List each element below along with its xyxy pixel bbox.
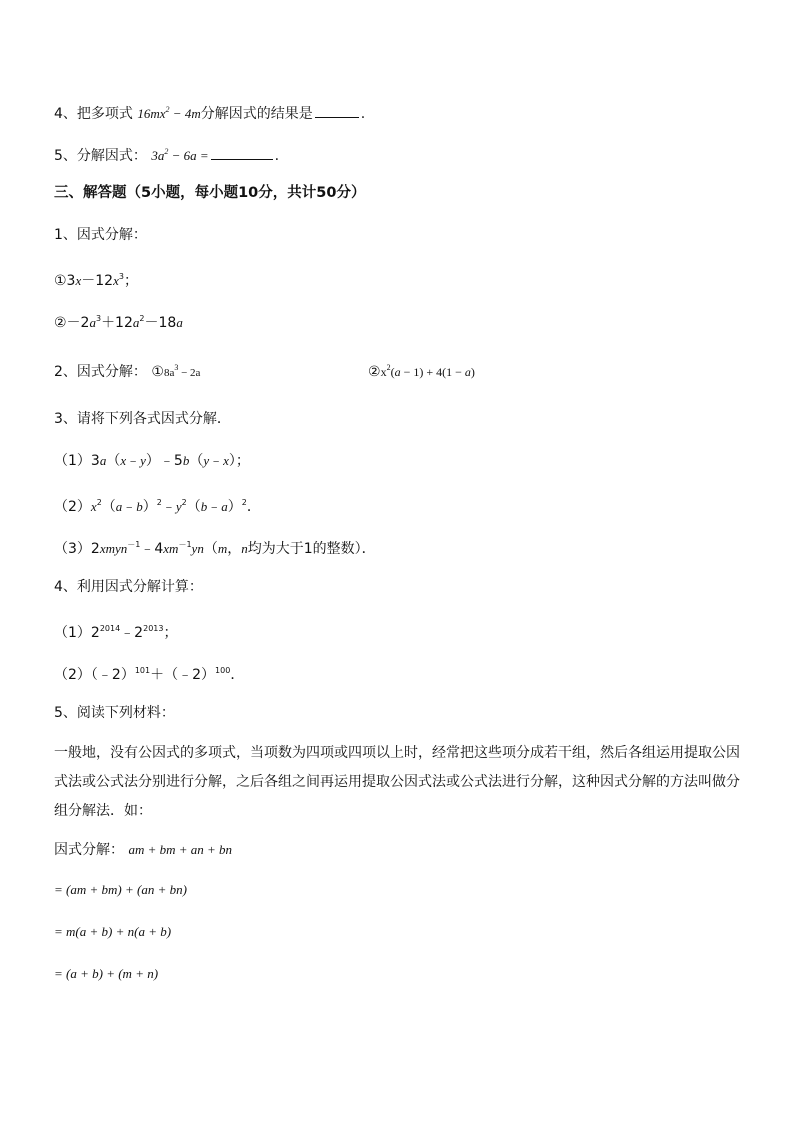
- q4-expression: $16mx^2 - 4m$: [137, 105, 201, 121]
- q5-prefix: 5、分解因式：: [54, 148, 147, 164]
- problem-2: [54, 358, 200, 383]
- q4-suffix: 分解因式的结果是: [200, 106, 313, 122]
- example-label: 因式分解：: [54, 842, 124, 858]
- question-4: [54, 100, 365, 124]
- answer-blank: [211, 147, 273, 160]
- problem-3-title: 3、请将下列各式因式分解．: [54, 411, 231, 427]
- question-5: [54, 142, 279, 166]
- problem-2-title: 2、因式分解：: [54, 364, 147, 380]
- example-step-0: am + bm + an + bn: [128, 842, 233, 857]
- example-step-3: = (a + b) + (m + n): [54, 966, 159, 981]
- q5-end: .: [274, 148, 280, 164]
- problem-2-item-2: $②x^2(a - 1) + 4(1 - a)$: [368, 363, 475, 380]
- example-step-1: = (am + bm) + (an + bn): [54, 882, 187, 897]
- problem-3-item-2: $(2)x^2(a﹣b)^2﹣y^2(b﹣a)^2$．: [54, 498, 261, 515]
- problem-1-title: 1、因式分解：: [54, 227, 147, 243]
- section-title: 三、解答题（5小题，每小题10分，共计50分）: [54, 185, 366, 201]
- problem-5-title: 5、阅读下列材料：: [54, 705, 175, 721]
- problem-2-item-1: $①8a^3 - 2a$: [151, 363, 201, 380]
- q4-prefix: 4、把多项式: [54, 106, 133, 122]
- problem-4-item-2: （2）（﹣2）$^{101}$＋（﹣2）$^{100}$．: [54, 666, 245, 683]
- problem-1-item-1: $①3x-12x^3$；: [54, 272, 138, 289]
- q5-expression: $3a^2 - 6a$ =: [151, 147, 209, 163]
- problem-4-item-1: $(1)2^{2014}﹣2^{2013}$；: [54, 624, 178, 641]
- problem-4-title: 4、利用因式分解计算：: [54, 579, 203, 595]
- answer-blank: [315, 105, 359, 118]
- example-step-2: = m(a + b) + n(a + b): [54, 924, 172, 939]
- example-line-0: [54, 840, 232, 860]
- problem-1-item-2: $②-2a^3+12a^2-18a$: [54, 314, 183, 331]
- problem-3-item-1: （1）3a（x﹣y）﹣5b（y﹣x）；: [54, 453, 250, 469]
- problem-5-paragraph: 一般地，没有公因式的多项式，当项数为四项或四项以上时，经常把这些项分成若干组，然后各组运用提取公因式法或公式法分别进行分解，之后各组之间再运用提取公因式法或公式法进行分解，这种因式分解的方法叫做分组分解法．如：: [54, 745, 740, 819]
- q4-end: .: [360, 106, 366, 122]
- problem-3-item-3: $(3)2xmyn^{-1}﹣4xm^{-1}yn(m$，n均为大于1的整数）．: [54, 540, 376, 557]
